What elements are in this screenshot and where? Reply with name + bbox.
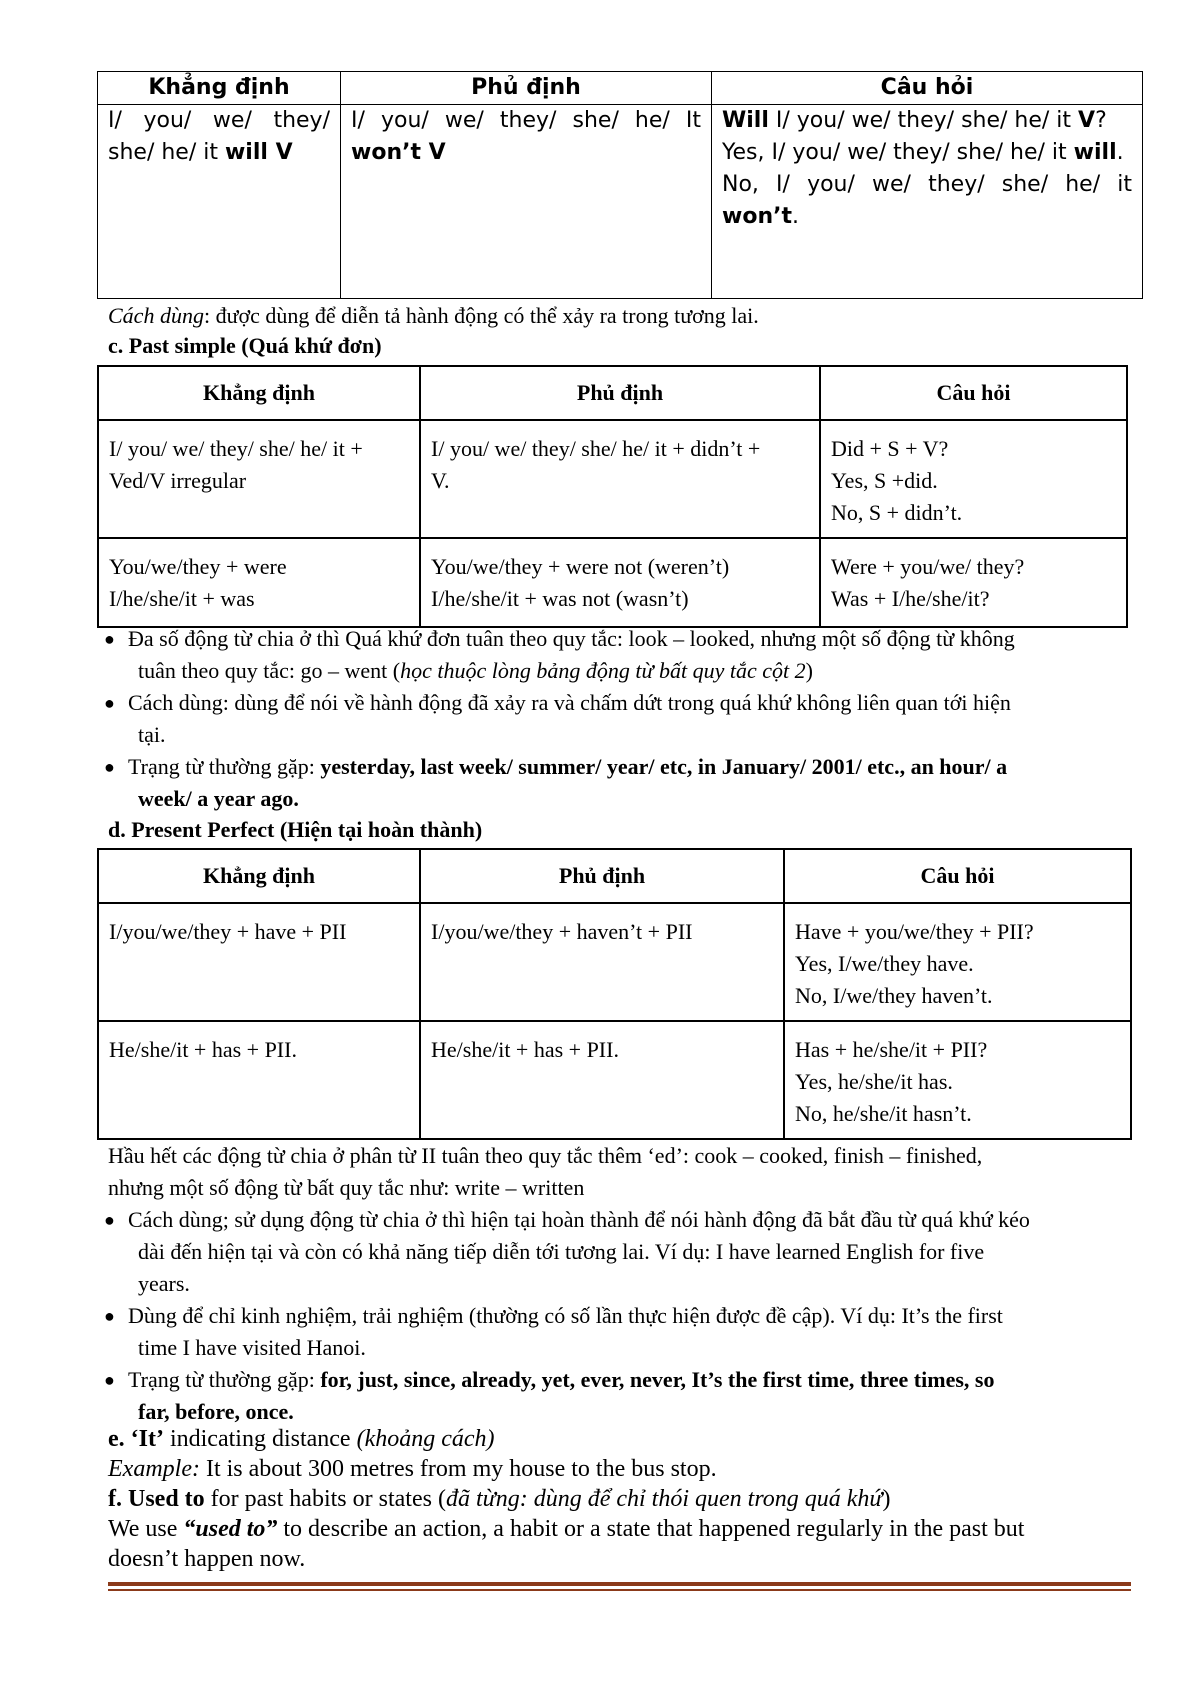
table-cell: Has + he/she/it + PII? Yes, he/she/it has. No, he/she/it hasn’t. (784, 1021, 1131, 1139)
future-affirmative-cell: I/ you/ we/ they/ she/ he/ it will V (98, 105, 341, 299)
table-cell: Were + you/we/ they? Was + I/he/she/it? (820, 538, 1127, 627)
bullet-icon: ● (104, 1306, 115, 1326)
section-e-heading: e. ‘It’ indicating distance (khoảng cách) (108, 1426, 495, 1452)
present-perfect-bullets (104, 1204, 1030, 1428)
bullet-icon: ● (104, 1210, 115, 1230)
section-f-line2: doesn’t happen now. (108, 1546, 306, 1572)
bullet-icon: ● (104, 757, 115, 777)
present-perfect-heading: d. Present Perfect (Hiện tại hoàn thành) (108, 817, 483, 842)
past-simple-heading: c. Past simple (Quá khứ đơn) (108, 333, 382, 358)
section-e-example: Example: It is about 300 metres from my house to the bus stop. (108, 1456, 717, 1482)
table-cell: I/ you/ we/ they/ she/ he/ it + didn’t + V. (420, 420, 820, 538)
future-negative-cell: I/ you/ we/ they/ she/ he/ It won’t V (341, 105, 712, 299)
table-cell: He/she/it + has + PII. (98, 1021, 420, 1139)
header-affirmative: Khẳng định (98, 366, 420, 420)
list-item: ● Dùng để chỉ kinh nghiệm, trải nghiệm (thường có số lần thực hiện được đề cập). Ví dụ: It’s the first time I have visited Hanoi. (104, 1300, 1030, 1364)
present-perfect-note-line1: Hầu hết các động từ chia ở phân từ II tuân theo quy tắc thêm ‘ed’: cook – cooked, finish – finished, (108, 1143, 983, 1168)
future-question-cell: Will I/ you/ we/ they/ she/ he/ it V? Yes, I/ you/ we/ they/ she/ he/ it will. No, I/ you/ we/ they/ she/ he/ it won’t. (712, 105, 1143, 299)
table-cell: He/she/it + has + PII. (420, 1021, 784, 1139)
header-negative: Phủ định (420, 366, 820, 420)
bullet-icon: ● (104, 629, 115, 649)
header-question: Câu hỏi (784, 849, 1131, 903)
footer-divider-thin (108, 1589, 1131, 1591)
past-simple-bullets (104, 623, 1015, 815)
bullet-icon: ● (104, 693, 115, 713)
bullet-icon: ● (104, 1370, 115, 1390)
table-cell: Have + you/we/they + PII? Yes, I/we/they have. No, I/we/they haven’t. (784, 903, 1131, 1021)
past-simple-table (97, 365, 1128, 628)
table-cell: Did + S + V? Yes, S +did. No, S + didn’t. (820, 420, 1127, 538)
present-perfect-table (97, 848, 1132, 1140)
table-cell: I/you/we/they + haven’t + PII (420, 903, 784, 1021)
list-item: ● Trạng từ thường gặp: for, just, since, already, yet, ever, never, It’s the first time, three times, so far, before, once. (104, 1364, 1030, 1428)
section-f-heading: f. Used to for past habits or states (đã từng: dùng để chỉ thói quen trong quá khứ) (108, 1486, 891, 1512)
list-item: ● Cách dùng: dùng để nói về hành động đã xảy ra và chấm dứt trong quá khứ không liên quan tới hiện tại. (104, 687, 1015, 751)
list-item: ● Đa số động từ chia ở thì Quá khứ đơn tuân theo quy tắc: look – looked, nhưng một số động từ không tuân theo quy tắc: go – went (học thuộc lòng bảng động từ bất quy tắc cột 2) (104, 623, 1015, 687)
header-question: Câu hỏi (712, 72, 1143, 105)
table-cell: I/you/we/they + have + PII (98, 903, 420, 1021)
future-tense-table (97, 71, 1143, 299)
present-perfect-note-line2: nhưng một số động từ bất quy tắc như: write – written (108, 1175, 585, 1200)
list-item: ● Cách dùng; sử dụng động từ chia ở thì hiện tại hoàn thành để nói hành động đã bắt đầu từ quá khứ kéo dài đến hiện tại và còn có khả năng tiếp diễn tới tương lai. Ví dụ: I have learned English for five years. (104, 1204, 1030, 1300)
table-cell: I/ you/ we/ they/ she/ he/ it + Ved/V irregular (98, 420, 420, 538)
footer-divider (108, 1582, 1131, 1586)
header-question: Câu hỏi (820, 366, 1127, 420)
table-cell: You/we/they + were not (weren’t) I/he/she/it + was not (wasn’t) (420, 538, 820, 627)
header-affirmative: Khẳng định (98, 849, 420, 903)
table-cell: You/we/they + were I/he/she/it + was (98, 538, 420, 627)
header-negative: Phủ định (420, 849, 784, 903)
section-f-line1: We use “used to” to describe an action, a habit or a state that happened regularly in the past but (108, 1516, 1025, 1542)
header-affirmative: Khẳng định (98, 72, 341, 105)
header-negative: Phủ định (341, 72, 712, 105)
future-usage: Cách dùng: được dùng để diễn tả hành động có thể xảy ra trong tương lai. (108, 303, 759, 328)
list-item: ● Trạng từ thường gặp: yesterday, last week/ summer/ year/ etc, in January/ 2001/ etc., an hour/ a week/ a year ago. (104, 751, 1015, 815)
